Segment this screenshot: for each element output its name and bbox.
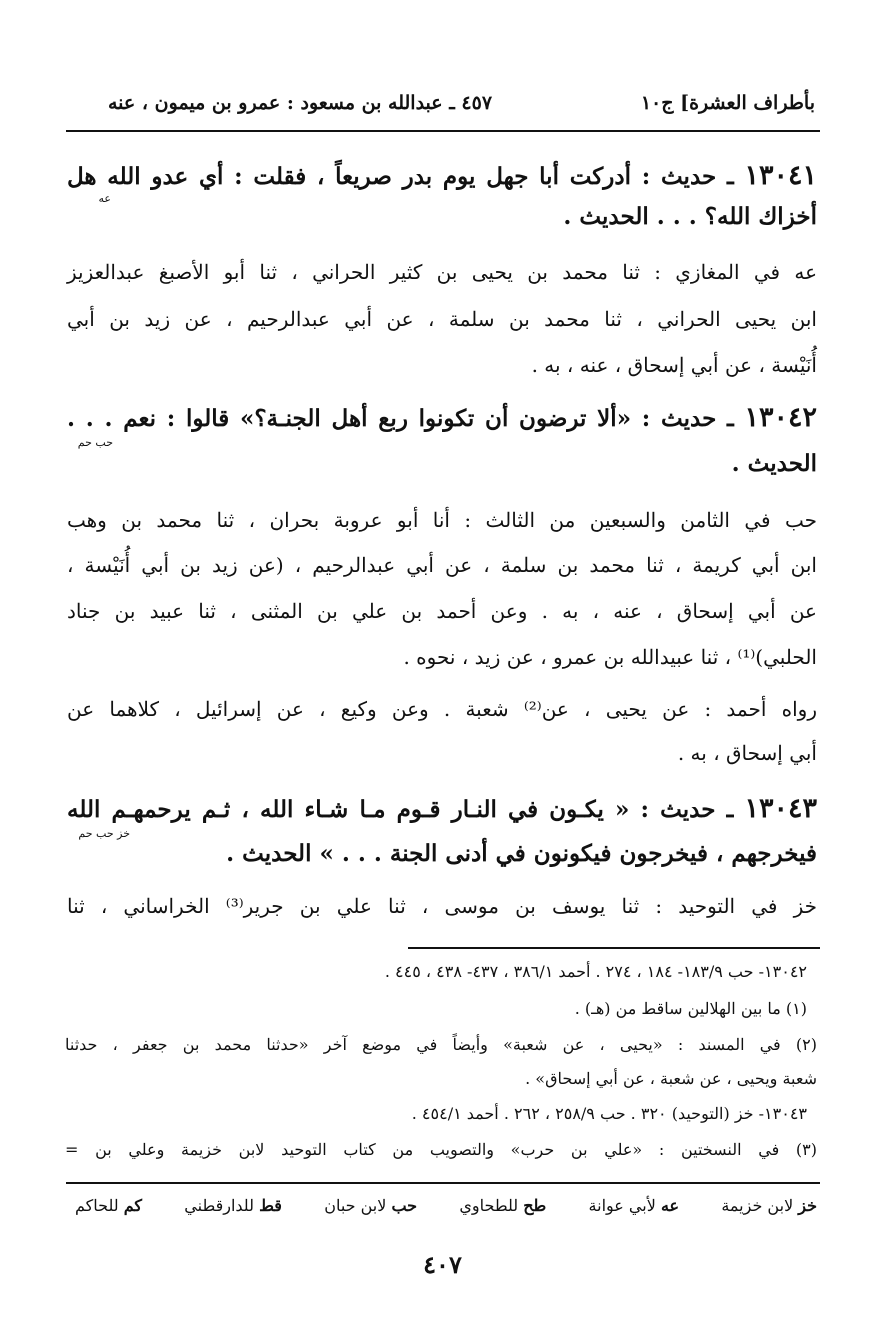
footnote-source-13043: ١٣٠٤٣- خز (التوحيد) ٣٢٠ . حب ٢٥٨/٩ ، ٢٦٢ . أحمد ٤٥٤/١ . xyxy=(411,1104,807,1123)
legend-rule xyxy=(66,1182,820,1184)
entry-13042-hadith-line-2: الحديث . xyxy=(731,450,817,477)
footnote-source-13042: ١٣٠٤٢- حب ١٨٣/٩- ١٨٤ ، ٢٧٤ . أحمد ٣٨٦/١ ، ٤٣٧- ٤٣٨ ، ٤٤٥ . xyxy=(384,962,807,981)
entry-13043-body-line-1: خز في التوحيد : ثنا يوسف بن موسى ، ثنا علي بن جرير⁽³⁾ الخراساني ، ثنا xyxy=(67,894,818,918)
entry-number: ١٣٠٤٢ xyxy=(744,402,817,433)
legend-item: طح للطحاوي xyxy=(459,1196,547,1215)
legend-item: قط للدارقطني xyxy=(184,1196,282,1215)
running-header-title: ٤٥٧ ـ عبدالله بن مسعود : عمرو بن ميمون ، عنه xyxy=(108,92,493,114)
page-number: ٤٠٧ xyxy=(423,1250,462,1279)
legend-item: كم للحاكم xyxy=(75,1196,142,1215)
footnote-3: (٣) في النسختين : «علي بن حرب» والتصويب من كتاب التوحيد لابن خزيمة وعلي بن = xyxy=(65,1140,817,1159)
legend-item: خز لابن خزيمة xyxy=(721,1196,817,1215)
entry-13041-body-line-1: عه في المغازي : ثنا محمد بن يحيى بن كثير الحراني ، ثنا أبو الأصبغ عبدالعزيز xyxy=(67,260,817,284)
entry-13041-margin-tags: عه xyxy=(98,192,111,205)
footnote-rule xyxy=(408,947,820,949)
entry-13042-hadith-line-1: ١٣٠٤٢ ـ حديث : «ألا ترضون أن تكونوا ربع أهل الجنـة؟» قالوا : نعم . . . xyxy=(67,402,817,433)
entry-13043-hadith-line-2: فيخرجهم ، فيخرجون فيكونون في أدنى الجنة . . . » الحديث . xyxy=(226,840,817,867)
entry-13043-margin-tags: خز حب حم xyxy=(78,827,130,840)
legend-item: حب لابن حبان xyxy=(324,1196,418,1215)
entry-13041-hadith-line-2: أخزاك الله؟ . . . الحديث . xyxy=(563,203,817,230)
entry-13042-body-line-1: حب في الثامن والسبعين من الثالث : أنا أبو عروبة بحران ، ثنا محمد بن وهب xyxy=(67,508,817,532)
entry-13042-body2-line-2: أبي إسحاق ، به . xyxy=(677,741,817,765)
entry-13042-margin-tags: حب حم xyxy=(77,436,113,449)
entry-13043-hadith-line-1: ١٣٠٤٣ ـ حديث : « يكـون في النـار قـوم مـا شـاء الله ، ثـم يرحمهـم الله xyxy=(67,793,817,824)
running-header-volume: بأطراف العشرة] ج١٠ xyxy=(640,92,815,114)
entry-13042-body-line-3: عن أبي إسحاق ، عنه ، به . وعن أحمد بن علي بن المثنى ، ثنا عبيد بن جناد xyxy=(67,599,817,623)
entry-13042-body-line-2: ابن أبي كريمة ، ثنا محمد بن سلمة ، عن أبي عبدالرحيم ، (عن زيد بن أبي أُنَيْسة ، xyxy=(67,553,817,577)
footnote-1: (١) ما بين الهلالين ساقط من (هـ) . xyxy=(574,999,807,1018)
entry-13041-body-line-3: أُنَيْسة ، عن أبي إسحاق ، عنه ، به . xyxy=(531,353,817,377)
abbreviation-legend xyxy=(67,1196,817,1215)
footnote-2-cont: شعبة ويحيى ، عن شعبة ، عن أبي إسحاق» . xyxy=(525,1069,817,1088)
entry-13042-body2-line-1: رواه أحمد : عن يحيى ، عن⁽²⁾ شعبة . وعن وكيع ، عن إسرائيل ، كلاهما عن xyxy=(67,697,817,721)
entry-13041-hadith-line-1: ١٣٠٤١ ـ حديث : أدركت أبا جهل يوم بدر صريعاً ، فقلت : أي عدو الله هل xyxy=(67,160,817,191)
entry-13042-body-line-4: الحلبي)⁽¹⁾ ، ثنا عبيدالله بن عمرو ، عن زيد ، نحوه . xyxy=(403,645,817,669)
legend-item: عه لأبي عوانة xyxy=(588,1196,680,1215)
footnote-2: (٢) في المسند : «يحيى ، عن شعبة» وأيضاً في موضع آخر «حدثنا محمد بن جعفر ، حدثنا xyxy=(65,1035,817,1054)
entry-number: ١٣٠٤٣ xyxy=(744,793,817,824)
entry-13041-body-line-2: ابن يحيى الحراني ، ثنا محمد بن سلمة ، عن أبي عبدالرحيم ، عن زيد بن أبي xyxy=(67,307,817,331)
header-rule xyxy=(66,130,820,132)
entry-number: ١٣٠٤١ xyxy=(744,160,817,191)
